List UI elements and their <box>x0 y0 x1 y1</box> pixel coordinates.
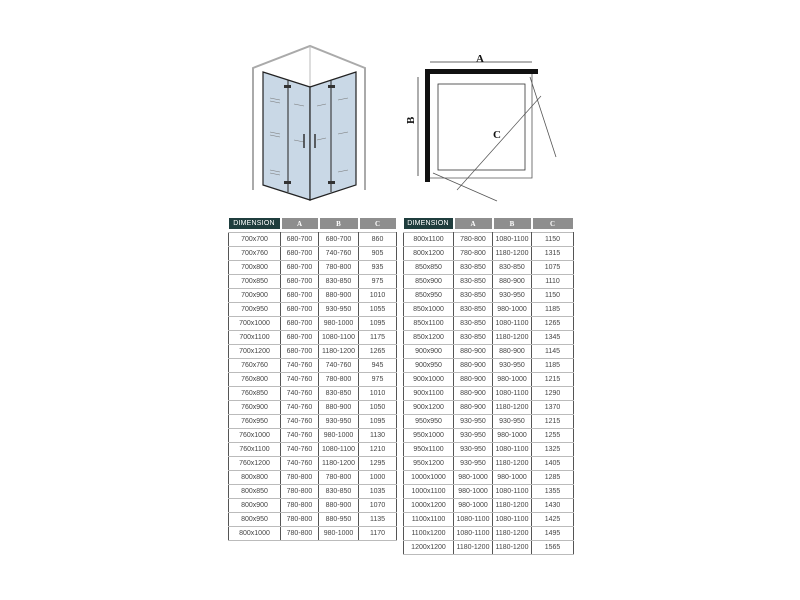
a-cell: 680-700 <box>281 317 319 331</box>
b-cell: 780-800 <box>319 373 359 387</box>
c-cell: 1135 <box>359 513 397 527</box>
dimension-table-left <box>228 218 398 541</box>
a-cell: 680-700 <box>281 247 319 261</box>
c-cell: 1370 <box>532 401 574 415</box>
table-row <box>404 275 574 289</box>
a-cell: 930-950 <box>454 429 493 443</box>
c-cell: 1050 <box>359 401 397 415</box>
a-cell: 830-850 <box>454 289 493 303</box>
c-cell: 1430 <box>532 499 574 513</box>
c-cell: 1495 <box>532 527 574 541</box>
c-cell: 1095 <box>359 317 397 331</box>
table-row <box>404 345 574 359</box>
b-cell: 930-950 <box>493 289 532 303</box>
dimension-cell: 760x760 <box>229 359 281 373</box>
dimension-cell: 700x1200 <box>229 345 281 359</box>
b-cell: 830-850 <box>319 485 359 499</box>
dimension-cell: 850x1200 <box>404 331 454 345</box>
table-row <box>229 485 397 499</box>
b-cell: 1180-1200 <box>493 247 532 261</box>
b-cell: 830-850 <box>493 261 532 275</box>
c-cell: 1210 <box>359 443 397 457</box>
table-row <box>229 261 397 275</box>
b-cell: 1080-1100 <box>493 233 532 247</box>
a-cell: 780-800 <box>281 471 319 485</box>
header-a: A <box>454 218 493 229</box>
b-cell: 880-900 <box>319 401 359 415</box>
dimension-cell: 900x1100 <box>404 387 454 401</box>
b-cell: 980-1000 <box>493 303 532 317</box>
dimension-cell: 800x1100 <box>404 233 454 247</box>
a-cell: 680-700 <box>281 275 319 289</box>
b-cell: 1080-1100 <box>319 331 359 345</box>
table-row <box>404 359 574 373</box>
b-cell: 1180-1200 <box>493 499 532 513</box>
table-row <box>404 317 574 331</box>
a-cell: 930-950 <box>454 443 493 457</box>
b-cell: 930-950 <box>319 415 359 429</box>
c-cell: 945 <box>359 359 397 373</box>
a-cell: 830-850 <box>454 261 493 275</box>
dimension-cell: 700x700 <box>229 233 281 247</box>
b-cell: 980-1000 <box>319 429 359 443</box>
c-cell: 1185 <box>532 359 574 373</box>
b-cell: 830-850 <box>319 275 359 289</box>
table-row <box>404 485 574 499</box>
table-row <box>404 387 574 401</box>
dimension-cell: 950x1000 <box>404 429 454 443</box>
dimension-cell: 1100x1200 <box>404 527 454 541</box>
dimension-cell: 800x900 <box>229 499 281 513</box>
table-row <box>229 303 397 317</box>
table-row <box>404 233 574 247</box>
c-cell: 1185 <box>532 303 574 317</box>
table-row <box>404 541 574 555</box>
header-b: B <box>493 218 532 229</box>
dimension-cell: 1000x1000 <box>404 471 454 485</box>
table-row <box>404 457 574 471</box>
a-cell: 780-800 <box>281 485 319 499</box>
c-cell: 1265 <box>359 345 397 359</box>
table-row <box>404 373 574 387</box>
table-row <box>229 401 397 415</box>
dimension-cell: 700x1000 <box>229 317 281 331</box>
table-row <box>404 527 574 541</box>
table-row <box>404 289 574 303</box>
dimension-cell: 850x1100 <box>404 317 454 331</box>
table-row <box>229 443 397 457</box>
floor-plan-diagram <box>405 53 556 201</box>
b-cell: 1080-1100 <box>493 443 532 457</box>
c-cell: 1425 <box>532 513 574 527</box>
a-cell: 780-800 <box>281 513 319 527</box>
a-cell: 780-800 <box>281 527 319 541</box>
a-cell: 680-700 <box>281 331 319 345</box>
dimension-cell: 900x1200 <box>404 401 454 415</box>
a-cell: 980-1000 <box>454 485 493 499</box>
dimension-cell: 850x850 <box>404 261 454 275</box>
c-cell: 1290 <box>532 387 574 401</box>
a-cell: 830-850 <box>454 303 493 317</box>
table-row <box>404 429 574 443</box>
table-row <box>229 429 397 443</box>
b-cell: 980-1000 <box>493 429 532 443</box>
b-cell: 680-700 <box>319 233 359 247</box>
c-cell: 1010 <box>359 289 397 303</box>
table-row <box>404 499 574 513</box>
b-cell: 1180-1200 <box>319 457 359 471</box>
a-cell: 740-760 <box>281 401 319 415</box>
a-cell: 980-1000 <box>454 499 493 513</box>
header-dimension: DIMENSION <box>404 218 454 229</box>
b-cell: 1180-1200 <box>493 331 532 345</box>
header-c: C <box>532 218 574 229</box>
dimension-cell: 900x950 <box>404 359 454 373</box>
b-cell: 880-900 <box>493 345 532 359</box>
table-row <box>229 247 397 261</box>
table-row <box>229 345 397 359</box>
dimension-cell: 950x1100 <box>404 443 454 457</box>
dimension-cell: 1000x1200 <box>404 499 454 513</box>
dimension-cell: 760x850 <box>229 387 281 401</box>
a-cell: 780-800 <box>281 499 319 513</box>
a-cell: 1080-1100 <box>454 527 493 541</box>
a-cell: 740-760 <box>281 387 319 401</box>
a-cell: 740-760 <box>281 373 319 387</box>
dimension-cell: 850x1000 <box>404 303 454 317</box>
dimension-cell: 700x850 <box>229 275 281 289</box>
dimension-cell: 900x900 <box>404 345 454 359</box>
dimension-cell: 800x950 <box>229 513 281 527</box>
a-cell: 680-700 <box>281 303 319 317</box>
dimension-table-right <box>403 218 575 555</box>
a-cell: 740-760 <box>281 429 319 443</box>
shower-diagrams <box>0 0 800 210</box>
dimension-cell: 900x1000 <box>404 373 454 387</box>
b-cell: 1180-1200 <box>319 345 359 359</box>
dimension-cell: 800x800 <box>229 471 281 485</box>
c-cell: 1150 <box>532 233 574 247</box>
dimension-cell: 1200x1200 <box>404 541 454 555</box>
b-cell: 930-950 <box>319 303 359 317</box>
a-cell: 780-800 <box>454 247 493 261</box>
b-cell: 880-900 <box>319 289 359 303</box>
b-cell: 1180-1200 <box>493 457 532 471</box>
dimension-cell: 760x900 <box>229 401 281 415</box>
b-cell: 830-850 <box>319 387 359 401</box>
table-row <box>229 499 397 513</box>
c-cell: 1285 <box>532 471 574 485</box>
c-cell: 1345 <box>532 331 574 345</box>
table-row <box>229 233 397 247</box>
a-cell: 830-850 <box>454 331 493 345</box>
c-cell: 1315 <box>532 247 574 261</box>
table-row <box>404 443 574 457</box>
table-row <box>229 373 397 387</box>
b-cell: 930-950 <box>493 415 532 429</box>
b-cell: 1080-1100 <box>319 443 359 457</box>
a-cell: 680-700 <box>281 289 319 303</box>
dimension-cell: 950x1200 <box>404 457 454 471</box>
table-row <box>404 401 574 415</box>
header-dimension: DIMENSION <box>229 218 281 229</box>
c-cell: 1355 <box>532 485 574 499</box>
label-a: A <box>476 53 484 65</box>
c-cell: 1145 <box>532 345 574 359</box>
b-cell: 1080-1100 <box>493 485 532 499</box>
b-cell: 740-760 <box>319 247 359 261</box>
a-cell: 880-900 <box>454 401 493 415</box>
c-cell: 1170 <box>359 527 397 541</box>
dimension-cell: 700x950 <box>229 303 281 317</box>
c-cell: 1000 <box>359 471 397 485</box>
dimension-cell: 1000x1100 <box>404 485 454 499</box>
dimension-cell: 800x1000 <box>229 527 281 541</box>
a-cell: 830-850 <box>454 317 493 331</box>
b-cell: 1180-1200 <box>493 401 532 415</box>
c-cell: 860 <box>359 233 397 247</box>
table-row <box>404 415 574 429</box>
c-cell: 935 <box>359 261 397 275</box>
table-row <box>404 513 574 527</box>
dimension-cell: 850x950 <box>404 289 454 303</box>
dimension-cell: 760x950 <box>229 415 281 429</box>
dimension-cell: 700x800 <box>229 261 281 275</box>
a-cell: 1080-1100 <box>454 513 493 527</box>
dimension-cell: 760x800 <box>229 373 281 387</box>
c-cell: 1295 <box>359 457 397 471</box>
b-cell: 780-800 <box>319 261 359 275</box>
c-cell: 1255 <box>532 429 574 443</box>
dimension-cell: 800x850 <box>229 485 281 499</box>
a-cell: 680-700 <box>281 345 319 359</box>
c-cell: 1150 <box>532 289 574 303</box>
table-row <box>229 513 397 527</box>
a-cell: 1180-1200 <box>454 541 493 555</box>
table-row <box>229 387 397 401</box>
a-cell: 930-950 <box>454 457 493 471</box>
header-a: A <box>281 218 319 229</box>
header-c: C <box>359 218 397 229</box>
shower-enclosure-illustration <box>253 46 365 200</box>
table-row <box>229 527 397 541</box>
dimension-cell: 800x1200 <box>404 247 454 261</box>
b-cell: 980-1000 <box>319 317 359 331</box>
b-cell: 1080-1100 <box>493 513 532 527</box>
c-cell: 1265 <box>532 317 574 331</box>
c-cell: 975 <box>359 275 397 289</box>
a-cell: 680-700 <box>281 261 319 275</box>
b-cell: 930-950 <box>493 359 532 373</box>
dimension-cell: 760x1200 <box>229 457 281 471</box>
a-cell: 980-1000 <box>454 471 493 485</box>
table-row <box>229 415 397 429</box>
c-cell: 1130 <box>359 429 397 443</box>
dimension-cell: 1100x1100 <box>404 513 454 527</box>
a-cell: 880-900 <box>454 373 493 387</box>
c-cell: 1035 <box>359 485 397 499</box>
a-cell: 830-850 <box>454 275 493 289</box>
c-cell: 905 <box>359 247 397 261</box>
c-cell: 1070 <box>359 499 397 513</box>
a-cell: 930-950 <box>454 415 493 429</box>
c-cell: 1010 <box>359 387 397 401</box>
table-row <box>229 457 397 471</box>
a-cell: 780-800 <box>454 233 493 247</box>
c-cell: 975 <box>359 373 397 387</box>
dimension-cell: 700x760 <box>229 247 281 261</box>
table-row <box>229 275 397 289</box>
label-b: B <box>405 116 417 124</box>
table-row <box>229 317 397 331</box>
dimension-cell: 700x1100 <box>229 331 281 345</box>
dimension-cell: 850x900 <box>404 275 454 289</box>
table-row <box>404 261 574 275</box>
dimension-cell: 700x900 <box>229 289 281 303</box>
b-cell: 1180-1200 <box>493 527 532 541</box>
dimension-cell: 760x1100 <box>229 443 281 457</box>
a-cell: 740-760 <box>281 415 319 429</box>
a-cell: 880-900 <box>454 359 493 373</box>
c-cell: 1215 <box>532 415 574 429</box>
b-cell: 780-800 <box>319 471 359 485</box>
a-cell: 740-760 <box>281 457 319 471</box>
table-row <box>404 471 574 485</box>
b-cell: 1080-1100 <box>493 387 532 401</box>
c-cell: 1405 <box>532 457 574 471</box>
b-cell: 980-1000 <box>319 527 359 541</box>
c-cell: 1215 <box>532 373 574 387</box>
table-row <box>229 331 397 345</box>
b-cell: 980-1000 <box>493 471 532 485</box>
c-cell: 1565 <box>532 541 574 555</box>
c-cell: 1110 <box>532 275 574 289</box>
a-cell: 680-700 <box>281 233 319 247</box>
b-cell: 740-760 <box>319 359 359 373</box>
table-row <box>404 247 574 261</box>
a-cell: 880-900 <box>454 345 493 359</box>
c-cell: 1175 <box>359 331 397 345</box>
b-cell: 880-950 <box>319 513 359 527</box>
b-cell: 880-900 <box>319 499 359 513</box>
b-cell: 880-900 <box>493 275 532 289</box>
table-row <box>229 289 397 303</box>
a-cell: 740-760 <box>281 359 319 373</box>
b-cell: 1080-1100 <box>493 317 532 331</box>
a-cell: 740-760 <box>281 443 319 457</box>
header-b: B <box>319 218 359 229</box>
table-row <box>229 359 397 373</box>
b-cell: 1180-1200 <box>493 541 532 555</box>
b-cell: 980-1000 <box>493 373 532 387</box>
table-row <box>404 331 574 345</box>
dimension-cell: 760x1000 <box>229 429 281 443</box>
c-cell: 1075 <box>532 261 574 275</box>
table-row <box>404 303 574 317</box>
c-cell: 1055 <box>359 303 397 317</box>
c-cell: 1095 <box>359 415 397 429</box>
c-cell: 1325 <box>532 443 574 457</box>
dimension-cell: 950x950 <box>404 415 454 429</box>
label-c: C <box>493 129 501 141</box>
table-row <box>229 471 397 485</box>
a-cell: 880-900 <box>454 387 493 401</box>
